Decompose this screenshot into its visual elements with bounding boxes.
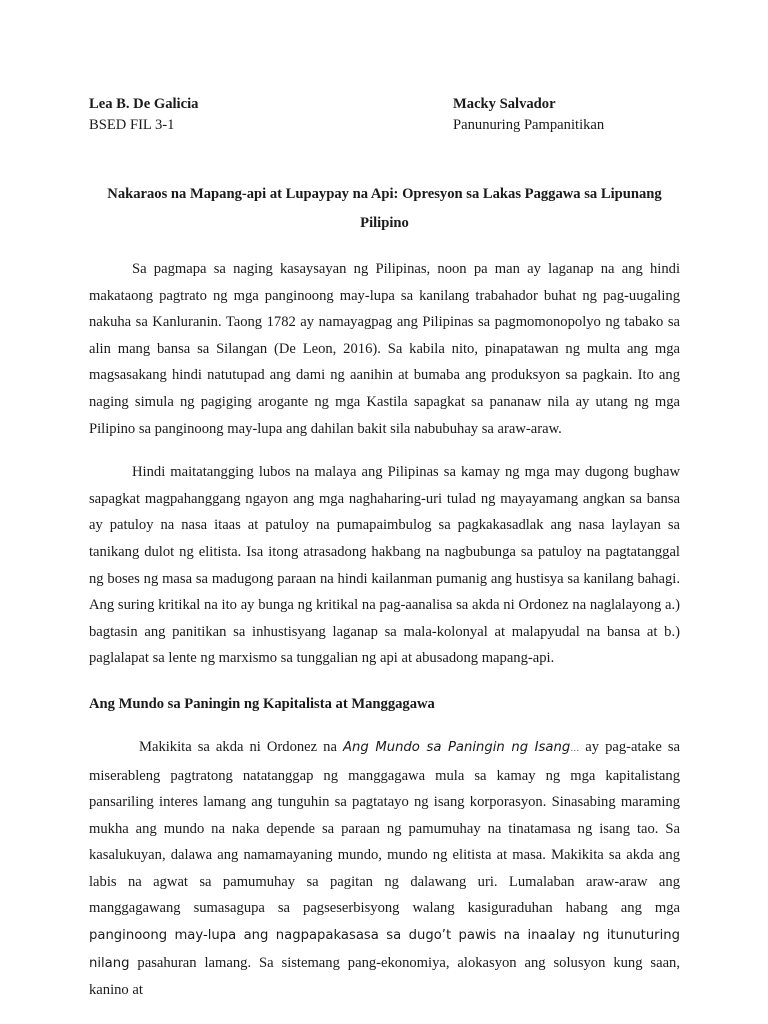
- paragraph-lead-text: Makikita sa akda ni Ordonez na: [139, 738, 343, 755]
- body-paragraph: Sa pagmapa sa naging kasaysayan ng Pilipinas, noon pa man ay laganap na ang hindi makataong pagtrato ng mga panginoong may-lupa sa kanilang trabahador buhat ng pag-uugaling nakuha sa Kanluranin. Taong 1782 ay namayagpag ang Pilipinas sa pagmomonopolyo ng tabako sa alin mang bansa sa Silangan (De Leon, 2016). Sa kabila nito, pinapatawan ng multa ang mga magsasakang hindi natutupad ang dami ng aanihin at bumaba ang produksyon sa pagkain. Ito ang naging simula ng pagiging arogante ng mga Kastila sapagkat sa pananaw nila ay utang ng mga Pilipino sa panginoong may-lupa ang dahilan bakit sila nabubuhay sa araw-araw.: [89, 261, 680, 437]
- instructor-name: Macky Salvador: [453, 96, 556, 112]
- instructor-block: [453, 94, 680, 136]
- body-paragraph: Hindi maitatangging lubos na malaya ang Pilipinas sa kamay ng mga may dugong bughaw sapagkat magpahanggang ngayon ang mga naghaharing-uri tulad ng mayayamang angkan sa bansa ay patuloy na nasa itaas at patuloy na pumapaimbulog sa pagkakasadlak ang nasa laylayan sa tanikang dulot ng elitista. Isa itong atrasadong hakbang na nagbubunga sa patuloy na pagtatanggal ng boses ng masa sa madugong paraan na hindi kailanman pumanig ang hustisya sa kanilang bahagi. Ang suring kritikal na ito ay bunga ng kritikal na pag-aanalisa sa akda ni Ordonez na naglalayong a.) bagtasin ang panitikan sa inhustisyang laganap sa mala-kolonyal at malapyudal na bansa at b.) paglalapat sa lente ng marxismo sa tunggalian ng api at abusadong mapang-api.: [89, 464, 680, 667]
- paragraph-text: pasahuran lamang. Sa sistemang pang-ekonomiya, alokasyon ang solusyon kung saan, kanino at: [89, 954, 680, 999]
- title-ellipsis: …: [570, 743, 580, 754]
- section-heading: Ang Mundo sa Paningin ng Kapitalista at Manggagawa: [89, 695, 435, 712]
- author-section: BSED FIL 3-1: [89, 117, 175, 133]
- paragraph-text-sans: panginoong may-lupa ang nagpapakasasa sa dugo’t pawis na inaalay ng itunuturing nilang: [89, 928, 680, 971]
- document-header: [89, 94, 680, 136]
- paragraph-text: ay pag-atake sa miserableng pagtratong natatanggap ng manggagawa mula sa kamay ng mga kapitalistang pansariling interes lamang ang tunguhin sa pagtatayo ng isang korporasyon. Sinasabing maraming mukha ang mundo na naka depende sa paraan ng pamumuhay na tinatamasa ng isang tao. Sa kasalukuyan, dalawa ang namamayaning mundo, mundo ng elitista at masa. Makikita sa akda ang labis na agwat sa pamumuhay sa pagitan ng dalawang uri. Lumalaban araw-araw ang manggagawang sumasagupa sa pagseserbisyong walang kasiguraduhan habang ang mga: [89, 738, 681, 917]
- work-title: Ang Mundo sa Paningin ng Isang: [343, 739, 571, 755]
- essay-title: Nakaraos na Mapang-api at Lupaypay na Api: Opresyon sa Lakas Paggawa sa Lipunang Pilipino: [107, 186, 662, 231]
- course-name: Panunuring Pampanitikan: [453, 117, 605, 133]
- author-name: Lea B. De Galicia: [89, 96, 199, 112]
- author-block: [89, 94, 453, 136]
- section-paragraph: [89, 734, 680, 1004]
